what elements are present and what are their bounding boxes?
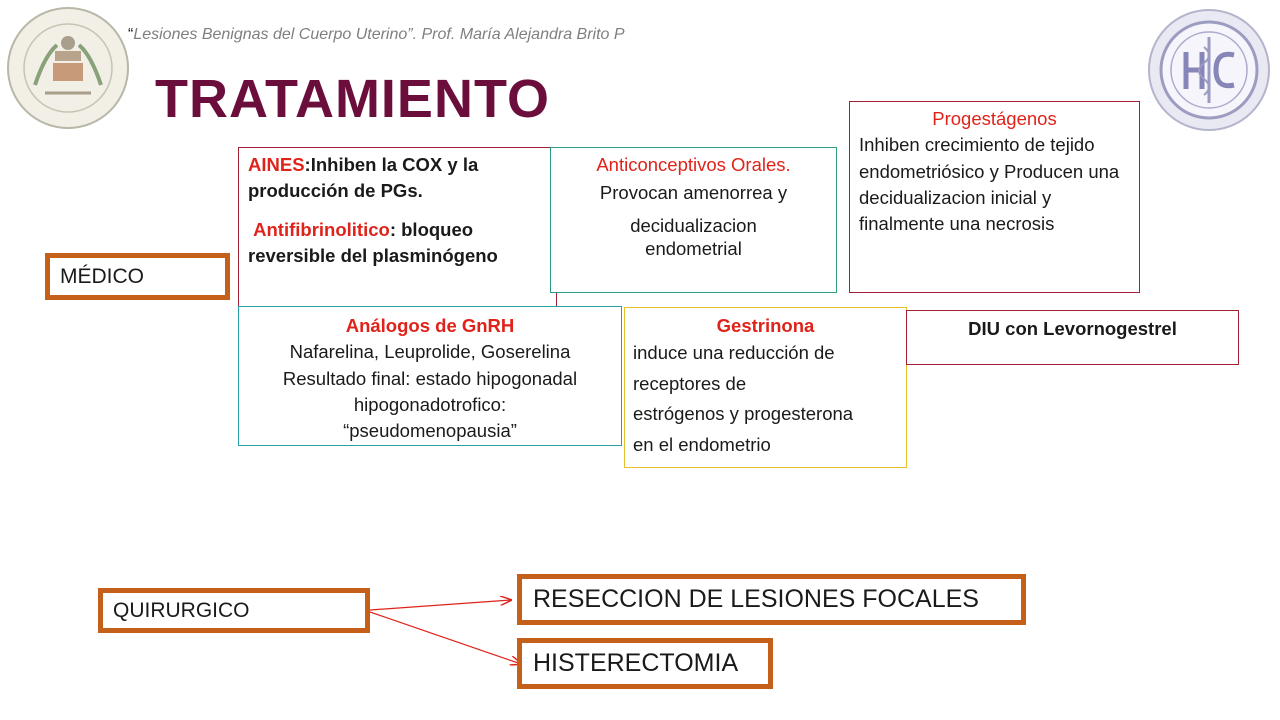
gestrinona-line: receptores de bbox=[633, 372, 747, 394]
gestrinona-title: Gestrinona bbox=[716, 315, 815, 336]
arrow-to-histerectomia bbox=[370, 612, 521, 664]
progestagenos-title: Progestágenos bbox=[932, 108, 1057, 129]
medico-label: MÉDICO bbox=[60, 264, 144, 288]
arrow-to-reseccion bbox=[370, 600, 511, 610]
analogos-line: “pseudomenopausia” bbox=[343, 420, 517, 442]
analogos-line: Resultado final: estado hipogonadal bbox=[282, 367, 578, 389]
anticonceptivos-line: endometrial bbox=[645, 237, 742, 259]
reseccion-option-box bbox=[517, 574, 1026, 625]
analogos-line: Nafarelina, Leuprolide, Goserelina bbox=[289, 341, 571, 363]
anticonceptivos-title: Anticonceptivos Orales. bbox=[596, 154, 791, 175]
aines-name: AINES bbox=[248, 154, 305, 175]
antifibrinolitico-name: Antifibrinolitico bbox=[253, 218, 390, 240]
reseccion-label: RESECCION DE LESIONES FOCALES bbox=[533, 585, 979, 613]
histerectomia-label: HISTERECTOMIA bbox=[533, 649, 739, 677]
gestrinona-line: induce una reducción de bbox=[633, 342, 835, 364]
quirurgico-label: QUIRURGICO bbox=[113, 598, 250, 622]
anticonceptivos-line: Provocan amenorrea y bbox=[599, 182, 788, 204]
page-title: TRATAMIENTO bbox=[155, 69, 550, 129]
anticonceptivos-line: decidualizacion bbox=[630, 214, 757, 236]
subtitle-quote-mark: “ bbox=[128, 26, 134, 43]
diu-title: DIU con Levornogestrel bbox=[968, 318, 1177, 339]
aines-text: :Inhiben la COX y la producción de PGs. bbox=[248, 154, 479, 202]
histerectomia-option-box bbox=[517, 638, 773, 689]
subtitle-text: Lesiones Benignas del Cuerpo Uterino”. Prof. María Alejandra Brito P bbox=[133, 26, 625, 43]
progestagenos-text: Inhiben crecimiento de tejido endometriósico y Producen una decidualizacion inicial y finalmente una necrosis bbox=[859, 134, 1120, 235]
gestrinona-line: estrógenos y progesterona bbox=[633, 403, 854, 425]
quirurgico-category-box bbox=[98, 588, 370, 633]
gestrinona-line: en el endometrio bbox=[633, 433, 771, 455]
analogos-title: Análogos de GnRH bbox=[345, 315, 515, 336]
analogos-line: hipogonadotrofico: bbox=[353, 393, 507, 415]
antifibrinolitico-text: : bloqueo reversible del plasminógeno bbox=[248, 218, 498, 266]
